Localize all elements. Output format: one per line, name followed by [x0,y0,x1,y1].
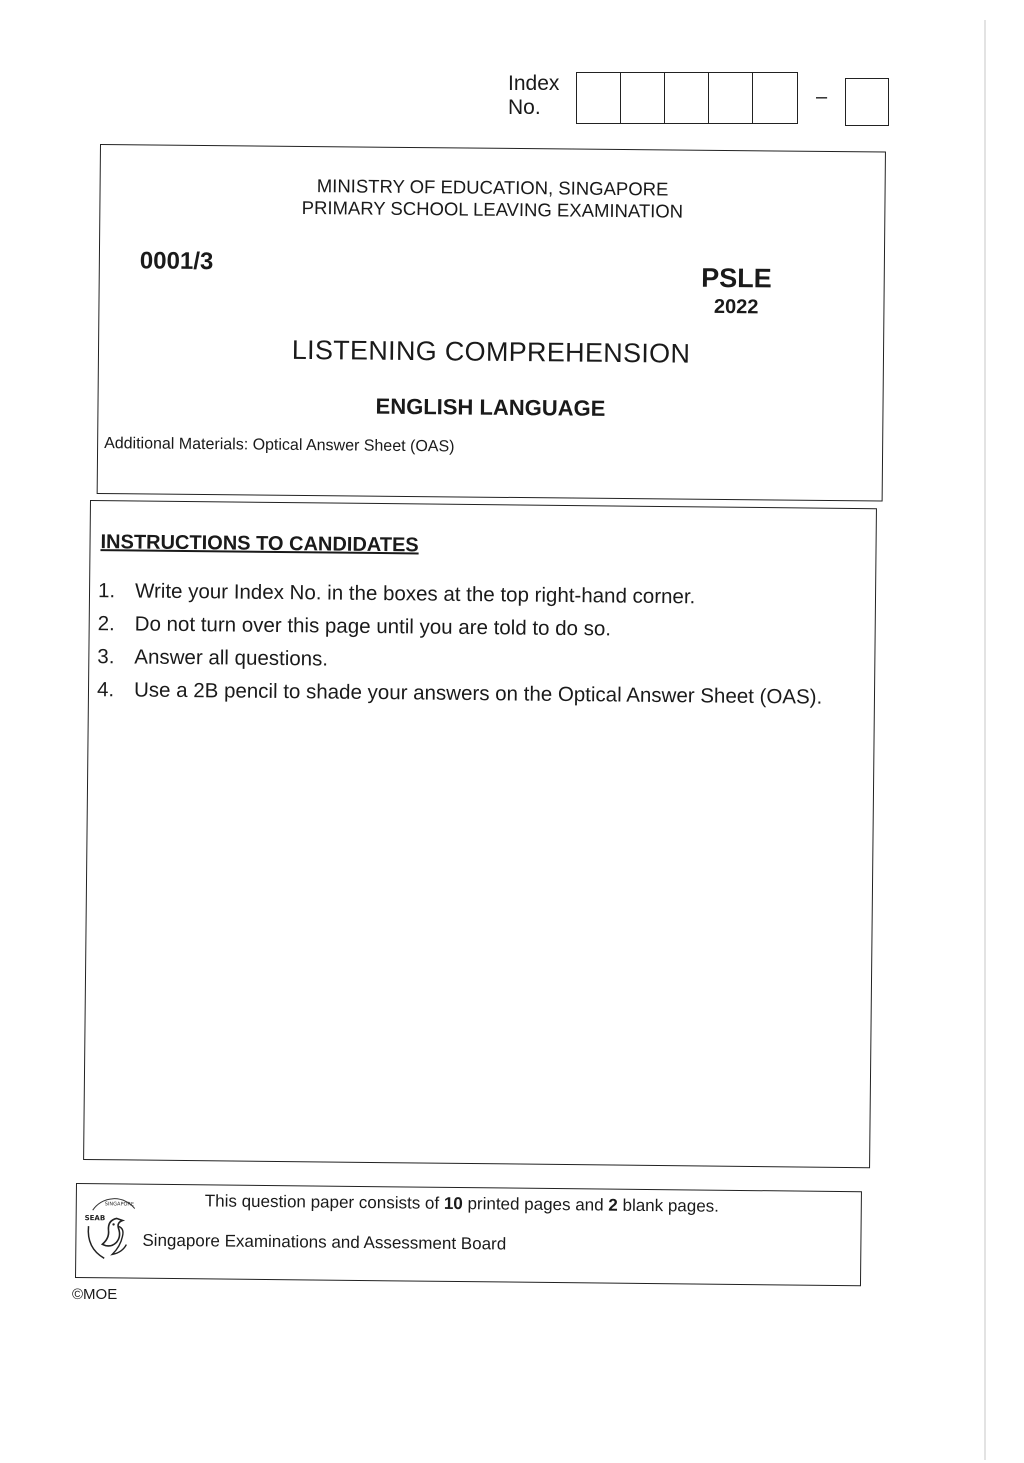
instruction-number: 1. [97,579,116,603]
exam-header-box [97,144,886,502]
instruction-text: Do not turn over this page until you are told to do so. [134,612,612,641]
index-label-line2: No. [508,96,541,119]
index-digit-box[interactable] [753,73,797,123]
seab-logo-icon [82,1196,145,1263]
page-count-prefix: This question paper consists of [204,1191,444,1213]
instructions-list [97,579,824,719]
page-count-statement [205,1191,719,1216]
paper-subject: ENGLISH LANGUAGE [375,393,606,421]
paper-title: LISTENING COMPREHENSION [291,334,691,369]
ministry-line1: MINISTRY OF EDUCATION, SINGAPORE [316,175,669,200]
instruction-number: 3. [97,645,115,669]
index-digit-box[interactable] [665,73,709,123]
instructions-heading: INSTRUCTIONS TO CANDIDATES [100,531,419,557]
ministry-heading [100,173,884,225]
footer-box [75,1183,862,1286]
copyright: ©MOE [72,1286,118,1303]
paper-code: 0001/3 [139,247,214,276]
instruction-item [97,645,822,677]
instructions-box [83,500,877,1168]
exam-year: 2022 [713,295,759,319]
ministry-line2: PRIMARY SCHOOL LEAVING EXAMINATION [301,196,684,222]
additional-materials: Additional Materials: Optical Answer Sheet (OAS) [104,435,455,456]
instruction-item [98,579,823,611]
exam-name: PSLE [701,262,772,294]
instruction-text: Write your Index No. in the boxes at the top right-hand corner. [134,579,696,609]
logo-lion-head [102,1218,122,1246]
instruction-text: Use a 2B pencil to shade your answers on the Optical Answer Sheet (OAS). [133,678,823,709]
instruction-number: 4. [96,678,115,702]
printed-page-count: 10 [443,1193,463,1214]
index-dash: – [816,86,828,108]
page-count-middle: printed pages and [462,1194,609,1215]
instruction-item [97,678,822,710]
index-number-boxes [576,72,798,124]
instruction-text: Answer all questions. [134,645,329,671]
page-count-suffix: blank pages. [617,1195,720,1216]
index-label [508,72,559,120]
index-digit-box[interactable] [577,73,621,123]
logo-arc-text: SINGAPORE [104,1201,135,1208]
logo-left-curve [88,1226,105,1258]
index-label-line1: Index [508,72,560,95]
index-check-digit-box[interactable] [845,78,889,126]
instruction-item [98,612,823,644]
instruction-number: 2. [97,612,115,636]
index-digit-box[interactable] [709,73,753,123]
logo-text: SEAB [84,1214,106,1223]
logo-lion-eye [112,1223,114,1225]
index-digit-box[interactable] [621,73,665,123]
blank-page-count: 2 [608,1195,618,1215]
page-edge [984,20,986,1460]
board-name: Singapore Examinations and Assessment Board [142,1230,507,1254]
